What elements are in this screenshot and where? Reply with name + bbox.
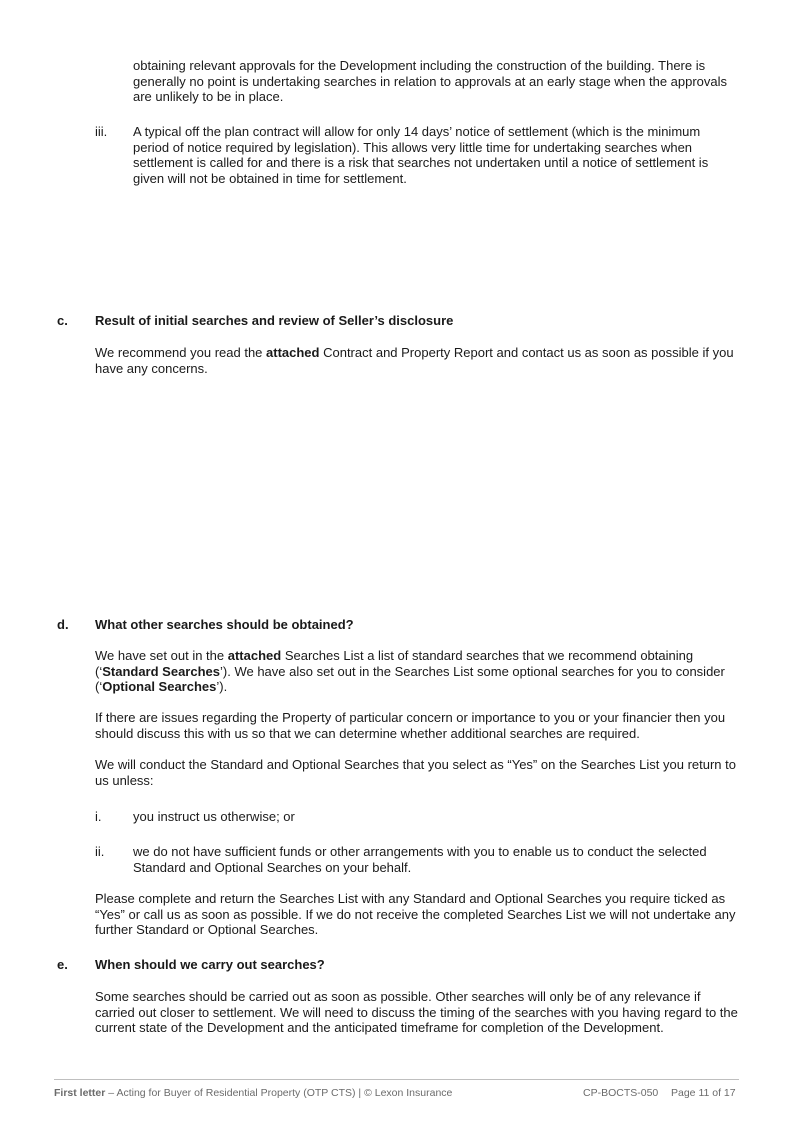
text-run: Searches List a list of standard searches that we recommend obtaining (‘ [95, 648, 694, 679]
section-d-paragraph-4: Please complete and return the Searches List with any Standard and Optional Searches you require ticked as “Yes” or call us as soon as possible. If we do not receive the completed Searches List we will not undertake any further Standard or Optional Searches. [95, 891, 736, 938]
section-d-letter: d. [57, 617, 69, 632]
list-item-number: iii. [95, 124, 108, 139]
section-d-paragraph-2: If there are issues regarding the Property of particular concern or importance to you or your financier then you should discuss this with us so that we can determine whether additional searches are required. [95, 710, 726, 741]
text-run: Contract and Property Report and contact us as soon as possible if you have any concerns. [95, 345, 734, 376]
footer-description: – Acting for Buyer of Residential Property (OTP CTS) | © Lexon Insurance [105, 1087, 453, 1099]
text-run: ’). We have also set out in the Searches List some optional searches for you to consider (‘ [95, 663, 725, 695]
section-d-heading: What other searches should be obtained? [95, 617, 354, 632]
list-item-text: we do not have sufficient funds or other arrangements with you to enable us to conduct the selected Standard and Optional Searches on your behalf. [133, 844, 707, 875]
section-d-paragraph-1 [95, 648, 740, 695]
footer-letter-name: First letter [54, 1087, 106, 1099]
list-item-text: you instruct us otherwise; or [133, 809, 295, 824]
text-run: We recommend you read the [95, 345, 267, 360]
footer-document-code: CP-BOCTS-050 [583, 1087, 659, 1099]
bold-text: attached [266, 345, 320, 360]
section-c-heading: Result of initial searches and review of Seller’s disclosure [95, 313, 454, 328]
section-e-paragraph: Some searches should be carried out as soon as possible. Other searches will only be of any relevance if carried out closer to settlement. We will need to discuss the timing of the searches with you having regard to the current state of the Development and the anticipated timeframe for completion of the Development. [95, 989, 738, 1036]
bold-text: attached [227, 648, 282, 663]
footer-page-number: Page 11 of 17 [671, 1087, 736, 1099]
list-item-number: ii. [95, 844, 105, 859]
bold-text: Standard Searches [102, 663, 220, 679]
continued-paragraph: obtaining relevant approvals for the Development including the construction of the building. There is generally no point is undertaking searches in relation to approvals at an early stage when the approvals are unlikely to be in place. [133, 58, 728, 105]
section-e-letter: e. [57, 957, 68, 972]
footer-title [54, 1087, 452, 1100]
section-c-letter: c. [57, 313, 68, 328]
section-c-paragraph [95, 345, 740, 376]
text-run: We have set out in the [95, 648, 228, 663]
list-item-text: A typical off the plan contract will allow for only 14 days’ notice of settlement (which is the minimum period of notice required by legislation). This allows very little time for undertaking searches when settlement is called for and there is a risk that searches not undertaken until a notice of settlement is given will not be obtained in time for settlement. [133, 124, 709, 186]
list-item-number: i. [95, 809, 102, 824]
footer-divider [54, 1079, 739, 1080]
section-e-heading: When should we carry out searches? [95, 957, 325, 972]
section-d-paragraph-3: We will conduct the Standard and Optional Searches that you select as “Yes” on the Searches List you return to us unless: [95, 757, 736, 788]
bold-text: Optional Searches [102, 679, 217, 695]
text-run: ’). [216, 679, 228, 695]
